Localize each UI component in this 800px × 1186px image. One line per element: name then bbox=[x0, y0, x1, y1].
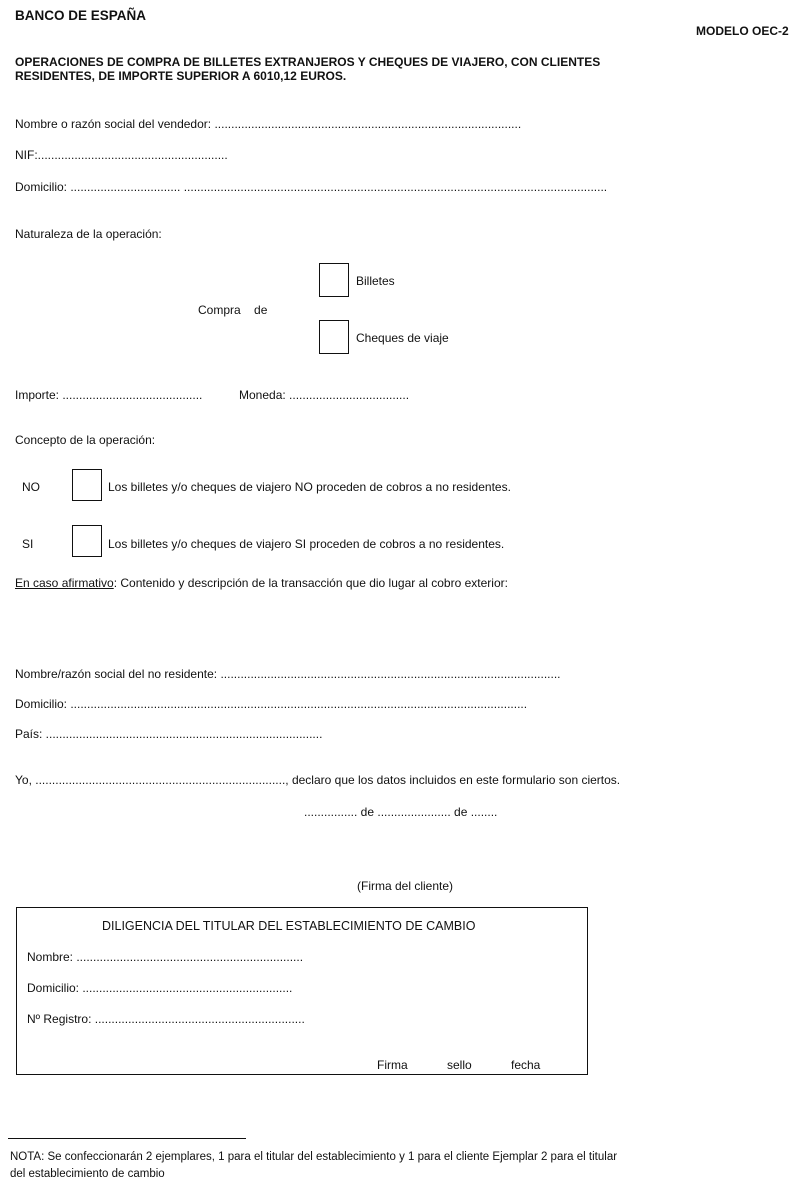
cheques-option-label: Cheques de viaje bbox=[356, 331, 449, 345]
client-signature-label: (Firma del cliente) bbox=[357, 879, 454, 893]
affirmative-text: : Contenido y descripción de la transacción que dio lugar al cobro exterior: bbox=[113, 576, 508, 590]
seller-name-field[interactable]: Nombre o razón social del vendedor: ............................................................................................ bbox=[15, 117, 522, 131]
operation-nature-label: Naturaleza de la operación: bbox=[15, 227, 162, 241]
note-line2: del establecimiento de cambio bbox=[10, 1168, 165, 1180]
diligence-sello-label: sello bbox=[447, 1058, 472, 1072]
form-title-line1: OPERACIONES DE COMPRA DE BILLETES EXTRANJEROS Y CHEQUES DE VIAJERO, CON CLIENTES bbox=[15, 55, 601, 69]
diligence-firma-label: Firma bbox=[377, 1058, 408, 1072]
nonresident-country-field[interactable]: País: ................................................................................... bbox=[15, 727, 323, 741]
model-code: MODELO OEC-2 bbox=[696, 24, 789, 38]
seller-nif-field[interactable]: NIF:......................................................... bbox=[15, 148, 228, 162]
bank-name: BANCO DE ESPAÑA bbox=[15, 8, 147, 23]
bills-option-label: Billetes bbox=[356, 274, 395, 288]
diligence-address-field[interactable]: Domicilio: ............................................................... bbox=[27, 981, 293, 995]
note-line1: NOTA: Se confeccionarán 2 ejemplares, 1 para el titular del establecimiento y 1 para el cliente Ejemplar 2 para el titular bbox=[10, 1151, 618, 1163]
footnote-divider bbox=[8, 1138, 246, 1139]
nonresident-name-field[interactable]: Nombre/razón social del no residente: ...................................................................................................... bbox=[15, 667, 561, 681]
seller-address-field[interactable]: Domicilio: ................................. ............................................................................................................................... bbox=[15, 180, 608, 194]
si-statement: Los billetes y/o cheques de viajero SI proceden de cobros a no residentes. bbox=[108, 537, 505, 551]
si-label: SI bbox=[22, 537, 34, 551]
declaration-line[interactable]: Yo, ..........................................................................., declaro que los datos incluidos en este formulario son ciertos. bbox=[15, 773, 621, 787]
diligence-box bbox=[16, 907, 588, 1075]
nonresident-address-field[interactable]: Domicilio: ......................................................................................................................................... bbox=[15, 697, 528, 711]
purchase-of-label: Compra de bbox=[198, 303, 268, 317]
no-statement: Los billetes y/o cheques de viajero NO proceden de cobros a no residentes. bbox=[108, 480, 511, 494]
diligence-name-field[interactable]: Nombre: .................................................................... bbox=[27, 950, 304, 964]
diligence-fecha-label: fecha bbox=[511, 1058, 541, 1072]
currency-field[interactable]: Moneda: .................................... bbox=[239, 388, 410, 402]
bills-checkbox[interactable] bbox=[319, 263, 349, 297]
si-checkbox[interactable] bbox=[72, 525, 102, 557]
affirmative-line bbox=[15, 576, 508, 590]
no-checkbox[interactable] bbox=[72, 469, 102, 501]
affirmative-label: En caso afirmativo bbox=[15, 576, 114, 590]
form-title-line2: RESIDENTES, DE IMPORTE SUPERIOR A 6010,12 EUROS. bbox=[15, 69, 347, 83]
no-label: NO bbox=[22, 480, 40, 494]
declaration-date-line[interactable]: ................ de ...................... de ........ bbox=[304, 805, 498, 819]
amount-field[interactable]: Importe: .......................................... bbox=[15, 388, 203, 402]
diligence-title: DILIGENCIA DEL TITULAR DEL ESTABLECIMIENTO DE CAMBIO bbox=[102, 919, 476, 933]
cheques-checkbox[interactable] bbox=[319, 320, 349, 354]
diligence-registry-field[interactable]: Nº Registro: ............................................................... bbox=[27, 1012, 305, 1026]
operation-concept-label: Concepto de la operación: bbox=[15, 433, 156, 447]
